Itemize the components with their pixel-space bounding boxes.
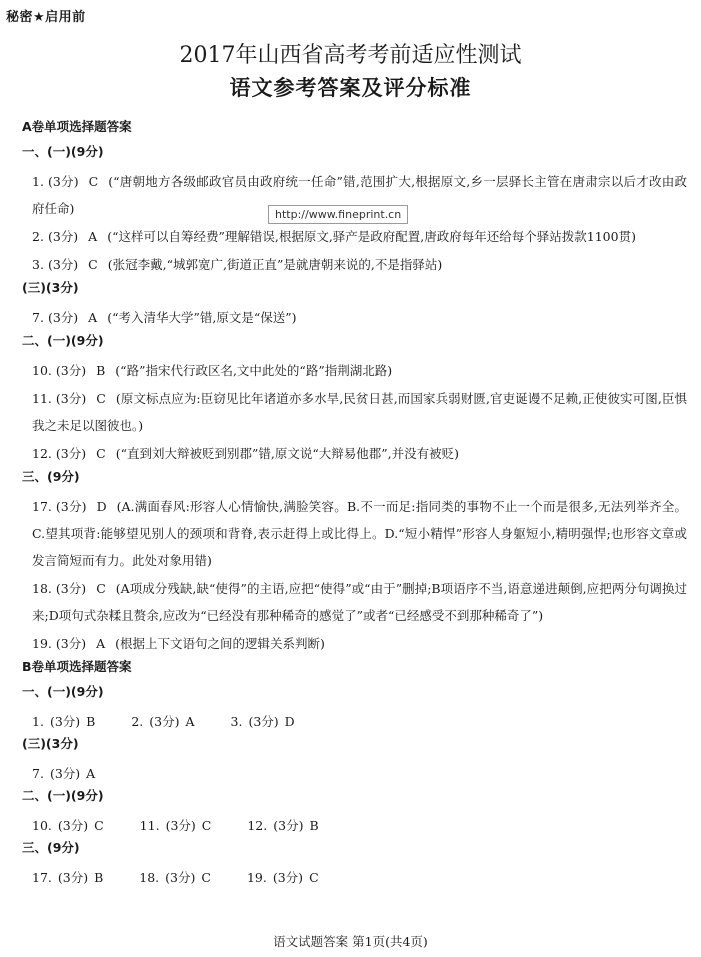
section-heading: (三)(3分) (22, 736, 79, 751)
question-score: (3分) (55, 499, 87, 514)
question-score: (3分) (272, 870, 304, 885)
answer-letter: C (201, 870, 211, 885)
answer-explanation: (根据上下文语句之间的逻辑关系判断) (115, 636, 325, 651)
question-score: (3分) (55, 446, 87, 461)
confidential-label: 秘密★启用前 (6, 10, 86, 25)
question-number: 11. (32, 391, 52, 406)
page-footer: 语文试题答案 第1页(共4页) (273, 934, 428, 949)
answer-cell (247, 864, 325, 891)
answer-cell (131, 708, 200, 735)
watermark-url-box: http://www.fineprint.cn (268, 205, 408, 224)
answer-letter: A (185, 714, 195, 729)
question-score: (3分) (165, 870, 196, 885)
question-score: (3分) (55, 581, 87, 596)
answer-cell (32, 812, 110, 839)
section-heading: 三、(9分) (22, 840, 80, 855)
answer-letter: C (96, 446, 106, 461)
answer-cell (32, 760, 101, 787)
answer-cell (140, 812, 218, 839)
question-number: 1. (32, 174, 44, 189)
question-score: (3分) (57, 818, 89, 833)
question-score: (3分) (49, 766, 81, 781)
question-number: 7. (32, 310, 44, 325)
question-score: (3分) (47, 229, 79, 244)
answer-row (22, 864, 687, 891)
question-number: 12. (247, 818, 268, 833)
question-number: 2. (131, 714, 144, 729)
question-score: (3分) (47, 310, 79, 325)
question-score: (3分) (149, 714, 180, 729)
answer-item (22, 575, 687, 629)
answer-explanation: (“这样可以自筹经费”理解错误,根据原文,驿产是政府配置,唐政府每年还给每个驿站拨款1100贯) (107, 229, 636, 244)
answer-letter: A (88, 229, 98, 244)
answer-cell (231, 708, 301, 735)
question-number: 11. (139, 818, 160, 833)
answer-item (22, 304, 687, 331)
section-heading: 一、(一)(9分) (22, 144, 104, 159)
answer-item (22, 493, 687, 574)
question-number: 1. (32, 714, 44, 729)
question-score: (3分) (49, 714, 81, 729)
document-subtitle: 语文参考答案及评分标准 (229, 76, 472, 100)
question-score: (3分) (165, 818, 196, 833)
answer-letter: C (96, 391, 106, 406)
section-heading: 三、(9分) (22, 469, 80, 484)
answer-explanation: (“直到刘大辩被贬到别郡”错,原文说“大辩易他郡”,并没有被贬) (115, 446, 459, 461)
section-heading: (三)(3分) (22, 280, 79, 295)
section-b-title: B卷单项选择题答案 (22, 659, 132, 674)
answer-letter: C (88, 174, 99, 189)
answer-cell (32, 864, 109, 891)
question-number: 19. (32, 636, 52, 651)
answer-letter: C (96, 581, 106, 596)
answer-letter: C (201, 818, 212, 833)
exam-title: 2017年山西省高考考前适应性测试 (179, 43, 522, 68)
question-score: (3分) (55, 636, 87, 651)
answer-explanation: (A项成分残缺,缺“使得”的主语,应把“使得”或“由于”删掉;B项语序不当,语意递进颠倒,应把两分句调换过来;D项句式杂糅且赘余,应改为“已经没有那种稀奇的感觉了”或者“已经感受不到那种稀奇了”) (32, 581, 687, 623)
question-score: (3分) (47, 257, 79, 272)
answer-item (22, 440, 687, 467)
answer-letter: C (94, 818, 104, 833)
answer-cell (247, 812, 324, 839)
question-score: (3分) (47, 174, 79, 189)
answer-explanation: (A.满面春风:形容人心情愉快,满脸笑容。B.不一而足:指同类的事物不止一个而是很多,无法列举齐全。C.望其项背:能够望见别人的颈项和背脊,表示赶得上或比得上。D.“短小精悍”形容人身躯短小,精明强悍;也形容文章或发言简短而有力。此处对象用错) (32, 499, 687, 568)
question-number: 18. (32, 581, 52, 596)
answer-explanation: (“唐朝地方各级邮政官员由政府统一任命”错,范围扩大,根据原文,乡一层驿长主管在唐肃宗以后才改由政府任命) (32, 174, 687, 216)
answer-letter: B (309, 818, 319, 833)
answer-row (22, 760, 687, 787)
question-number: 17. (32, 870, 52, 885)
answer-letter: A (86, 766, 96, 781)
answer-letter: B (96, 363, 106, 378)
answer-cell (139, 864, 217, 891)
answer-letter: A (96, 636, 106, 651)
question-number: 7. (32, 766, 44, 781)
answer-letter: D (96, 499, 107, 514)
answer-cell (32, 708, 101, 735)
section-heading: 二、(一)(9分) (22, 333, 104, 348)
question-number: 3. (230, 714, 243, 729)
answer-explanation: (原文标点应为:臣窃见比年诸道亦多水旱,民贫日甚,而国家兵弱财匮,官吏诞谩不足赖,正使彼实可图,臣惧我之未足以图彼也。) (32, 391, 687, 433)
question-number: 10. (32, 818, 52, 833)
question-number: 18. (139, 870, 160, 885)
answer-letter: A (88, 310, 98, 325)
question-number: 10. (32, 363, 52, 378)
answer-letter: B (94, 870, 104, 885)
answer-explanation: (“考入清华大学”错,原文是“保送”) (107, 310, 297, 325)
question-number: 19. (246, 870, 267, 885)
answer-letter: B (86, 714, 96, 729)
answer-row (22, 708, 687, 735)
answer-item (22, 385, 687, 439)
answer-letter: D (284, 714, 295, 729)
question-score: (3分) (248, 714, 279, 729)
question-score: (3分) (55, 363, 87, 378)
question-score: (3分) (57, 870, 89, 885)
section-heading: 一、(一)(9分) (22, 684, 104, 699)
answer-content (22, 118, 687, 891)
answer-row (22, 812, 687, 839)
answer-letter: C (88, 257, 98, 272)
answer-item (22, 223, 687, 250)
question-number: 17. (32, 499, 52, 514)
answer-item (22, 357, 687, 384)
answer-explanation: (张冠李戴,“城郭宽广,街道正直”是就唐朝来说的,不是指驿站) (107, 257, 443, 272)
answer-item (22, 630, 687, 657)
question-number: 3. (32, 257, 44, 272)
answer-item (22, 251, 687, 278)
question-score: (3分) (273, 818, 304, 833)
question-number: 12. (32, 446, 52, 461)
answer-explanation: (“路”指宋代行政区名,文中此处的“路”指荆湖北路) (115, 363, 393, 378)
section-heading: 二、(一)(9分) (22, 788, 104, 803)
section-a-title: A卷单项选择题答案 (22, 119, 132, 134)
question-number: 2. (32, 229, 44, 244)
question-score: (3分) (55, 391, 87, 406)
answer-letter: C (309, 870, 319, 885)
